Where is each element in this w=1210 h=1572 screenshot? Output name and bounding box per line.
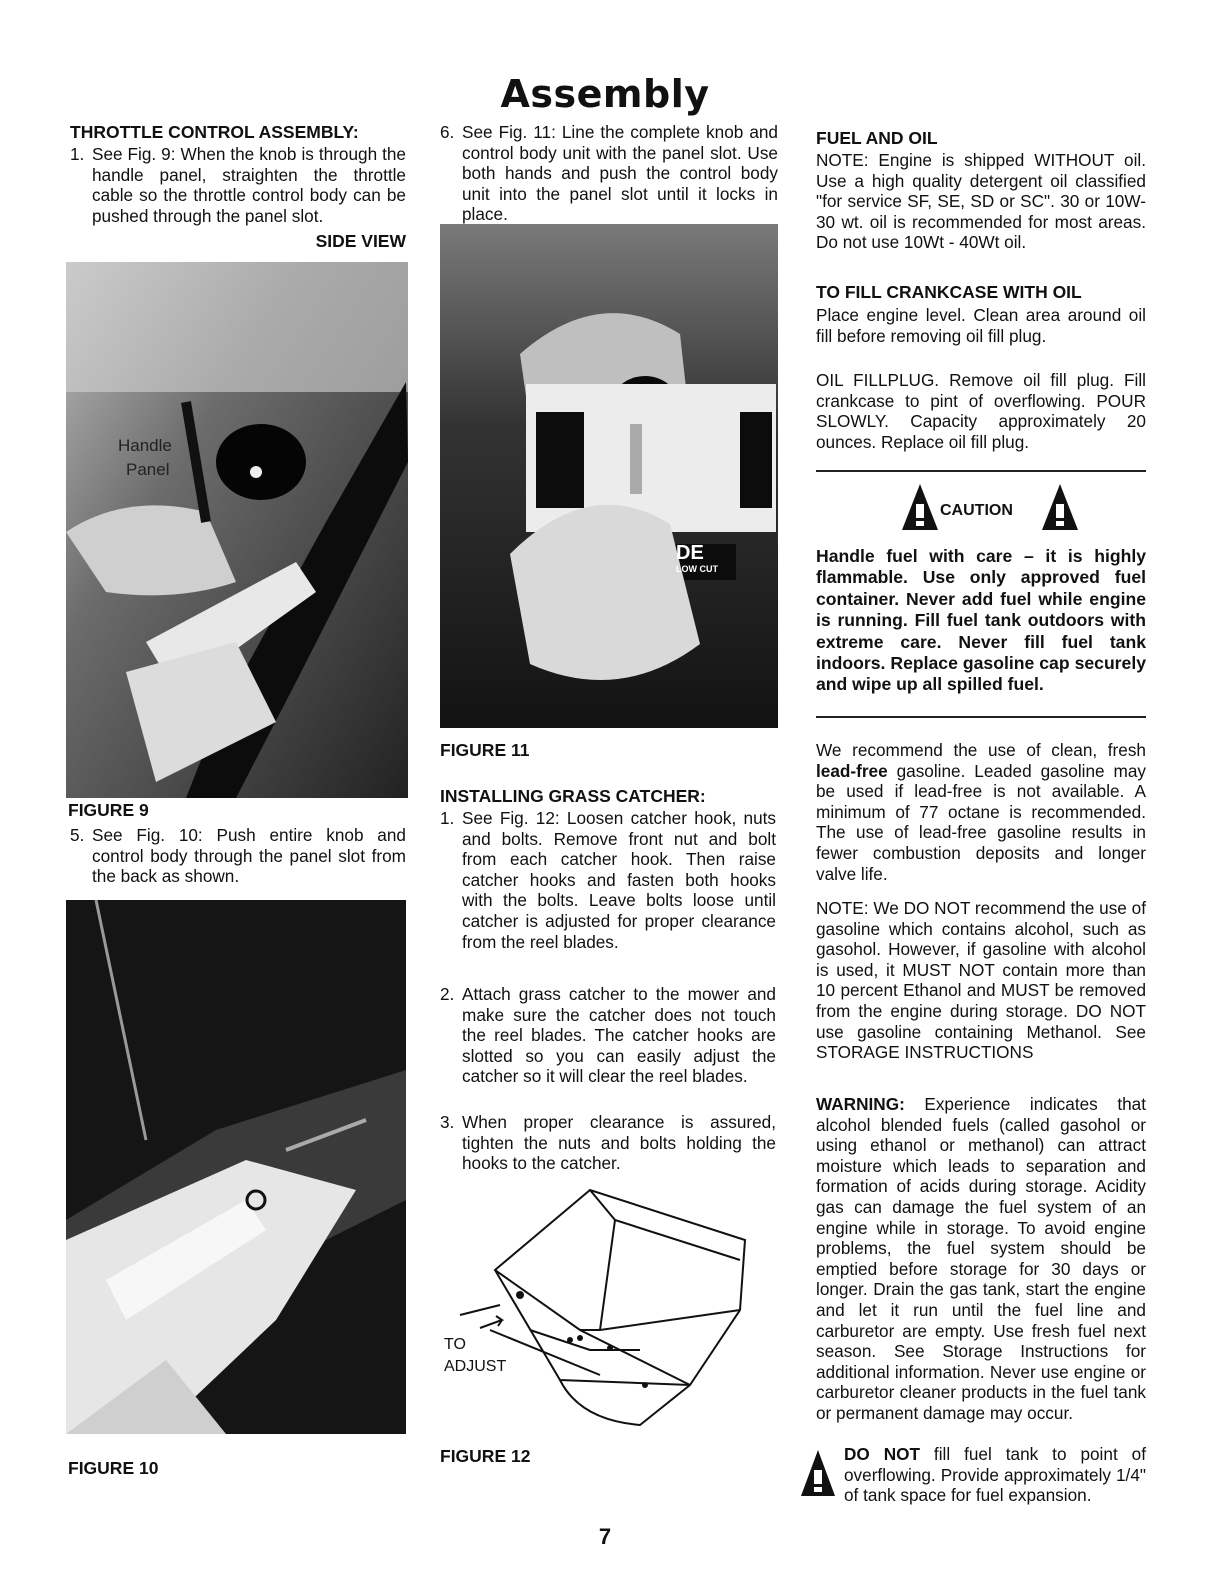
step-5 bbox=[70, 825, 406, 887]
fig9-label-panel: Panel bbox=[126, 460, 170, 479]
step-number: 5. bbox=[70, 825, 85, 845]
divider bbox=[816, 716, 1146, 718]
step-number: 6. bbox=[440, 122, 455, 142]
step-text: When proper clearance is assured, tighten the nuts and bolts holding the hooks to the catcher. bbox=[462, 1112, 776, 1174]
warning-label: WARNING: bbox=[816, 1094, 905, 1114]
step-6 bbox=[440, 122, 778, 225]
step-text: Attach grass catcher to the mower and make sure the catcher does not touch the reel blades. The catcher hooks are slotted so you can easily adjust the catcher so it will clear the reel blades. bbox=[462, 984, 776, 1087]
catcher-step-1 bbox=[440, 808, 776, 952]
catcher-step-3 bbox=[440, 1112, 776, 1174]
page-number: 7 bbox=[598, 1524, 612, 1549]
warning-triangle-icon bbox=[1040, 482, 1080, 532]
side-view-label: SIDE VIEW bbox=[315, 231, 406, 251]
fig11-badge-lowcut: LOW CUT bbox=[676, 564, 718, 574]
warning-paragraph bbox=[816, 1094, 1146, 1424]
figure-11-illustration bbox=[440, 224, 778, 728]
divider bbox=[816, 470, 1146, 472]
figure-9-illustration bbox=[66, 262, 408, 798]
fig12-label-adjust: ADJUST bbox=[444, 1358, 507, 1375]
fig11-badge-de: DE bbox=[676, 542, 704, 564]
grass-catcher-illustration bbox=[440, 1180, 760, 1430]
warning-triangle-icon bbox=[900, 482, 940, 532]
throttle-step-1 bbox=[70, 144, 406, 226]
caution-text: Handle fuel with care – it is highly flammable. Use only approved fuel container. Never add fuel while engine is running. Fill fuel tank outdoors with extreme care. Never fill fuel tank indoors. Replace gasoline cap securely and wipe up all spilled fuel. bbox=[816, 546, 1146, 695]
leadfree-paragraph bbox=[816, 740, 1146, 884]
warning-text: Experience indicates that alcohol blended fuels (called gasohol or using ethanol or methanol) can attract moisture which leads to separation and formation of acids during storage. Acidity gas can damage the fuel system of an engine while in storage. To avoid engine problems, the fuel system should be emptied before storage for 30 days or longer. Drain the gas tank, start the engine and let it run until the fuel line and carburetor are empty. Use fresh fuel next season. See Storage Instructions for additional information. Never use engine or carburetor cleaner products in the fuel tank or permanent damage may occur. bbox=[816, 1094, 1146, 1423]
figure-9-caption: FIGURE 9 bbox=[68, 800, 149, 820]
step-text: See Fig. 9: When the knob is through the handle panel, straighten the throttle cable so the throttle control body can be pushed through the panel slot. bbox=[92, 144, 406, 226]
donot-text: fill fuel tank to point of overflowing. Provide approximately 1/4" of tank space for fuel expansion. bbox=[844, 1444, 1146, 1506]
grass-catcher-heading: INSTALLING GRASS CATCHER: bbox=[440, 786, 706, 806]
figure-12-drawing bbox=[440, 1180, 760, 1430]
leadfree-post: gasoline. Leaded gasoline may be used if lead-free is not available. A minimum of 77 octane is recommended. The use of lead-free gasoline results in fewer combustion deposits and longer valve life. bbox=[816, 760, 1146, 884]
step-number: 1. bbox=[440, 808, 455, 828]
step-number: 1. bbox=[70, 144, 85, 164]
fig9-label-handle: Handle bbox=[118, 436, 172, 455]
figure-9-photo bbox=[66, 262, 408, 798]
catcher-step-2 bbox=[440, 984, 776, 1087]
donot-paragraph bbox=[844, 1444, 1146, 1506]
figure-12-caption: FIGURE 12 bbox=[440, 1446, 531, 1466]
donot-label: DO NOT bbox=[844, 1444, 920, 1464]
fuel-oil-heading: FUEL AND OIL bbox=[816, 128, 938, 148]
step-text: See Fig. 10: Push entire knob and control body through the panel slot from the back as shown. bbox=[92, 825, 406, 887]
throttle-heading: THROTTLE CONTROL ASSEMBLY: bbox=[70, 122, 359, 142]
figure-10-illustration bbox=[66, 900, 406, 1434]
caution-label: CAUTION bbox=[940, 502, 1013, 519]
alcohol-note: NOTE: We DO NOT recommend the use of gasoline which contains alcohol, such as gasohol. However, if gasoline with alcohol is used, it MUST NOT contain more than 10 percent Ethanol and MUST be removed from the engine during storage. DO NOT use gasoline containing Methanol. See STORAGE INSTRUCTIONS bbox=[816, 898, 1146, 1063]
oil-fillplug-text: OIL FILLPLUG. Remove oil fill plug. Fill crankcase to pint of overflowing. POUR SLOWLY. Capacity approximately 20 ounces. Replace oil fill plug. bbox=[816, 370, 1146, 452]
figure-10-photo bbox=[66, 900, 406, 1434]
fuel-note: NOTE: Engine is shipped WITHOUT oil. Use a high quality detergent oil classified "for service SF, SE, SD or SC". 30 or 10W-30 wt. oil is recommended for most areas. Do not use 10Wt - 40Wt oil. bbox=[816, 150, 1146, 253]
page-title: Assembly bbox=[500, 72, 710, 116]
crankcase-text: Place engine level. Clean area around oil fill before removing oil fill plug. bbox=[816, 305, 1146, 346]
figure-11-photo bbox=[440, 224, 778, 728]
fig12-label-to: TO bbox=[444, 1336, 466, 1353]
crankcase-heading: TO FILL CRANKCASE WITH OIL bbox=[816, 282, 1082, 302]
leadfree-pre: We recommend the use of clean, fresh bbox=[816, 740, 1146, 760]
step-text: See Fig. 11: Line the complete knob and control body unit with the panel slot. Use both hands and push the control body unit into the panel slot until it locks in place. bbox=[462, 122, 778, 225]
step-number: 2. bbox=[440, 984, 455, 1004]
warning-triangle-icon bbox=[800, 1448, 836, 1498]
step-number: 3. bbox=[440, 1112, 455, 1132]
figure-10-caption: FIGURE 10 bbox=[68, 1458, 159, 1478]
leadfree-bold: lead-free bbox=[816, 760, 888, 781]
figure-11-caption: FIGURE 11 bbox=[440, 740, 530, 760]
step-text: See Fig. 12: Loosen catcher hook, nuts and bolts. Remove front nut and bolt from each catcher hook. Then raise catcher hooks and fasten both hooks with the bolts. Leave bolts loose until catcher is adjusted for proper clearance from the reel blades. bbox=[462, 808, 776, 952]
